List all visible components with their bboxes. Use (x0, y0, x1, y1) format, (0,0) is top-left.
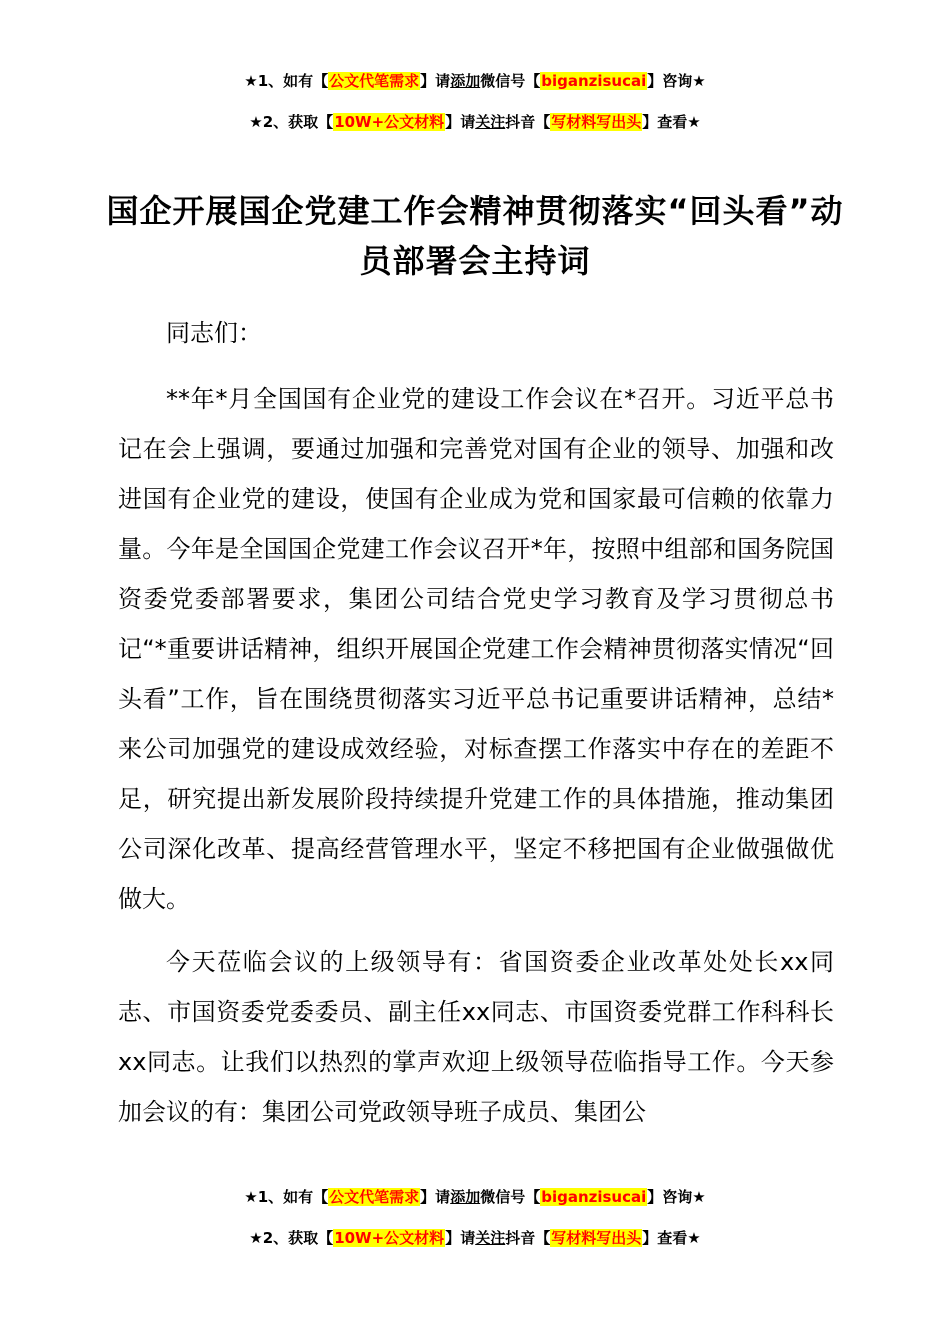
banner-text: 】咨询★ (647, 72, 706, 90)
banner-underlined-text: 关注 (475, 1229, 506, 1247)
banner-highlight: 写材料写出头 (551, 1229, 642, 1247)
banner-text: ★1、如有【 (244, 1188, 329, 1206)
banner-text: 】请 (420, 72, 451, 90)
banner-text: 】查看★ (642, 113, 701, 131)
banner-underlined-text: 关注 (475, 113, 506, 131)
footer-banner-line-2 (0, 1227, 950, 1249)
banner-text: 微信号【 (480, 1188, 541, 1206)
banner-text: 】请 (445, 113, 476, 131)
document-title: 国企开展国企党建工作会精神贯彻落实“回头看”动员部署会主持词 (106, 192, 844, 280)
banner-highlight: biganzisucai (541, 72, 647, 90)
banner-underlined-text: 添加 (450, 72, 481, 90)
banner-text: 微信号【 (480, 72, 541, 90)
banner-text: 】咨询★ (647, 1188, 706, 1206)
banner-text: ★1、如有【 (244, 72, 329, 90)
banner-highlight: biganzisucai (541, 1188, 647, 1206)
banner-text: 】请 (420, 1188, 451, 1206)
footer-banner-line-1 (0, 1186, 950, 1208)
banner-highlight: 10W+公文材料 (334, 113, 445, 131)
banner-text: 抖音【 (505, 113, 551, 131)
banner-highlight: 写材料写出头 (551, 113, 642, 131)
banner-highlight: 10W+公文材料 (334, 1229, 445, 1247)
banner-highlight: 公文代笔需求 (329, 1188, 420, 1206)
body-paragraph-1: **年*月全国国有企业党的建设工作会议在*召开。习近平总书记在会上强调，要通过加强和完善党对国有企业的领导、加强和改进国有企业党的建设，使国有企业成为党和国家最可信赖的依靠力量。今年是全国国企党建工作会议召开*年，按照中组部和国务院国资委党委部署要求，集团公司结合党史学习教育及学习贯彻总书记“*重要讲话精神，组织开展国企党建工作会精神贯彻落实情况“回头看”工作，旨在围绕贯彻落实习近平总书记重要讲话精神，总结*来公司加强党的建设成效经验，对标查摆工作落实中存在的差距不足，研究提出新发展阶段持续提升党建工作的具体措施，推动集团公司深化改革、提高经营管理水平，坚定不移把国有企业做强做优做大。 (118, 385, 834, 913)
header-banner-line-1 (0, 70, 950, 92)
banner-text: ★2、获取【 (249, 1229, 334, 1247)
header-banner-line-2 (0, 111, 950, 133)
banner-text: ★2、获取【 (249, 113, 334, 131)
banner-text: 】查看★ (642, 1229, 701, 1247)
banner-underlined-text: 添加 (450, 1188, 481, 1206)
banner-highlight: 公文代笔需求 (329, 72, 420, 90)
banner-text: 】请 (445, 1229, 476, 1247)
body-paragraph-2: 今天莅临会议的上级领导有：省国资委企业改革处处长xx同志、市国资委党委委员、副主任xx同志、市国资委党群工作科科长xx同志。让我们以热烈的掌声欢迎上级领导莅临指导工作。今天参加会议的有：集团公司党政领导班子成员、集团公 (118, 948, 834, 1126)
banner-text: 抖音【 (505, 1229, 551, 1247)
salutation: 同志们： (166, 319, 262, 347)
